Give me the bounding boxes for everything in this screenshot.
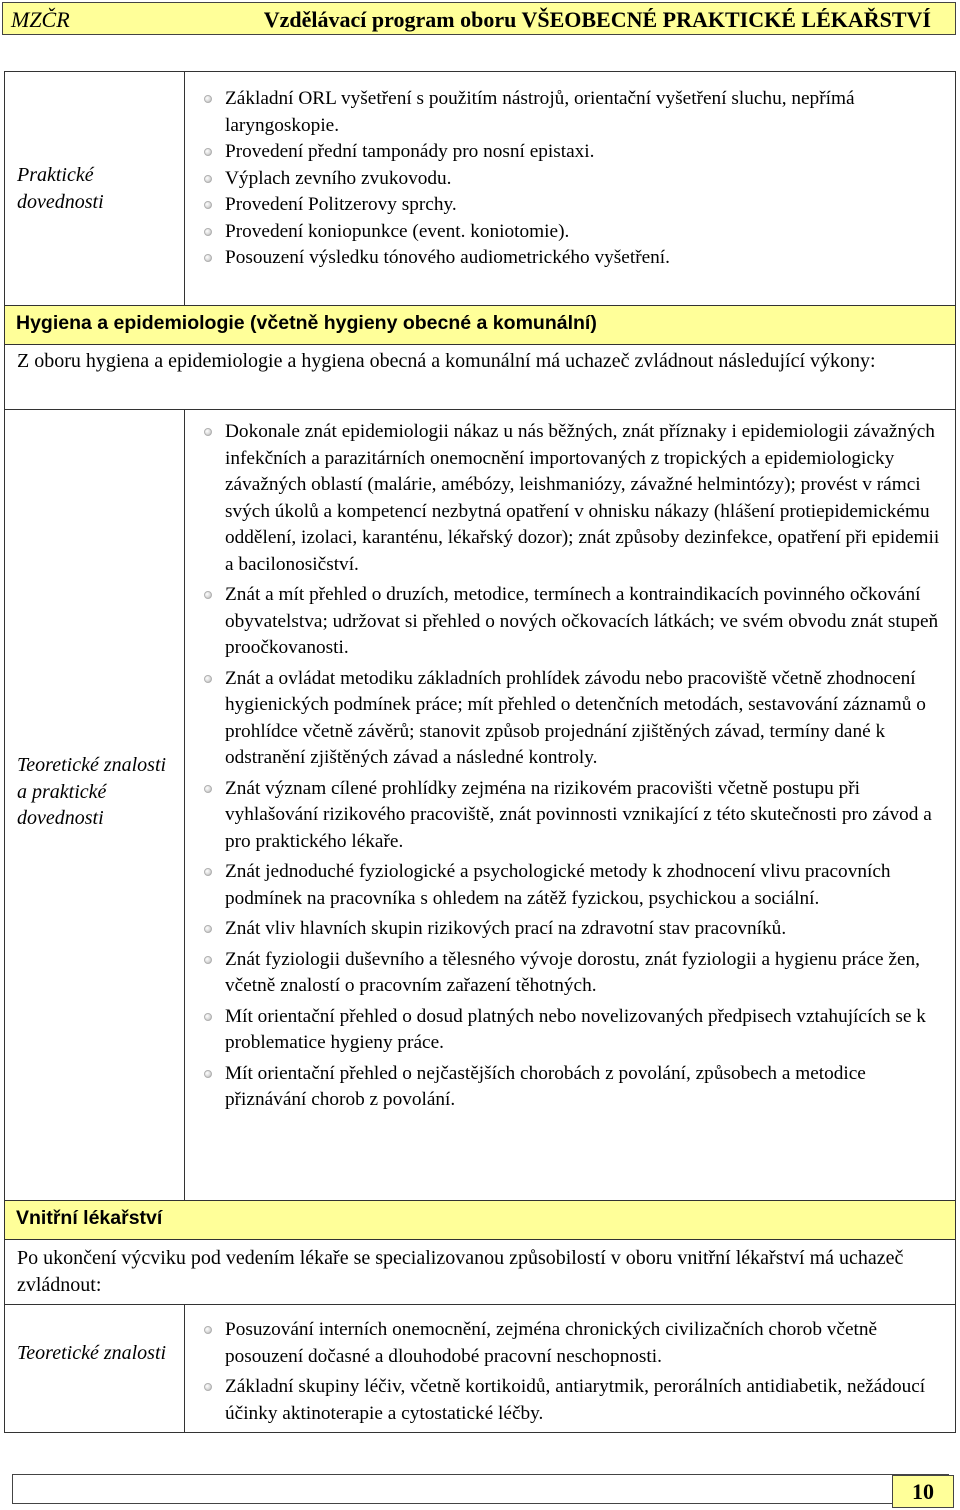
list-item: Provedení koniopunkce (event. koniotomie). [201, 219, 949, 246]
list-item: Znát a mít přehled o druzích, metodice, termínech a kontraindikacích povinného očkování obyvatelstva; udržovat si přehled o nových očkovacích látkách; ve svém obvodu znát stupeň proočkovanosti. [201, 582, 949, 662]
content-table [4, 71, 956, 1433]
header-title: Vzdělávací program oboru VŠEOBECNÉ PRAKTICKÉ LÉKAŘSTVÍ [263, 7, 931, 32]
orl-skills-list [201, 86, 949, 272]
list-item: Znát fyziologii duševního a tělesného vývoje dorostu, znát fyziologii a hygienu práce žen, včetně znalostí o pracovním zařazení těhotných. [201, 947, 949, 1000]
internal-list [201, 1317, 949, 1427]
list-item: Posuzování interních onemocnění, zejména chronických civilizačních chorob včetně posouzení dočasné a dlouhodobé pracovní neschopnosti. [201, 1317, 949, 1370]
column-divider [184, 409, 185, 1200]
row-divider [5, 344, 955, 345]
list-item: Výplach zevního zvukovodu. [201, 166, 949, 193]
internal-content [201, 1317, 949, 1427]
internal-intro: Po ukončení výcviku pod vedením lékaře se specializovanou způsobilostí v oboru vnitřní lékařství má uchazeč zvládnout: [17, 1247, 904, 1296]
column-divider [184, 72, 185, 305]
orl-skills-label: Praktické dovednosti [17, 164, 104, 213]
section-heading-hygiene: Hygiena a epidemiologie (včetně hygieny obecné a komunální) [5, 306, 955, 344]
hygiene-intro: Z oboru hygiena a epidemiologie a hygiena obecná a komunální má uchazeč zvládnout následující výkony: [17, 350, 876, 372]
list-item: Základní ORL vyšetření s použitím nástrojů, orientační vyšetření sluchu, nepřímá laryngoskopie. [201, 86, 949, 139]
row-divider [5, 409, 955, 410]
row-divider [5, 1239, 955, 1240]
list-item: Základní skupiny léčiv, včetně kortikoidů, antiarytmik, perorálních antidiabetik, nežádoucí účinky aktinoterapie a cytostatické léčby. [201, 1374, 949, 1427]
hygiene-label: Teoretické znalosti a praktické dovednosti [17, 754, 167, 829]
header-left-text: MZČR [11, 7, 70, 32]
page-number: 10 [892, 1475, 954, 1508]
orl-skills-content [201, 86, 949, 272]
list-item: Posouzení výsledku tónového audiometrického vyšetření. [201, 245, 949, 272]
section-heading-internal: Vnitřní lékařství [5, 1201, 955, 1239]
column-divider [184, 1304, 185, 1432]
list-item: Mít orientační přehled o dosud platných nebo novelizovaných předpisech vztahujících se k problematice hygieny práce. [201, 1004, 949, 1057]
list-item: Znát vliv hlavních skupin rizikových prací na zdravotní stav pracovníků. [201, 916, 949, 943]
page-footer [12, 1474, 949, 1504]
hygiene-list [201, 419, 949, 1114]
list-item: Mít orientační přehled o nejčastějších chorobách z povolání, způsobech a metodice přiznávání chorob z povolání. [201, 1061, 949, 1114]
list-item: Provedení přední tamponády pro nosní epistaxi. [201, 139, 949, 166]
list-item: Znát jednoduché fyziologické a psychologické metody k zhodnocení vlivu pracovních podmínek na pracovníka s ohledem na zátěž fyzickou, psychickou a sociální. [201, 859, 949, 912]
list-item: Znát význam cílené prohlídky zejména na rizikovém pracovišti včetně postupu při vyhlašování rizikového pracoviště, znát povinnosti vznikající z této skutečnosti pro závod a pro praktického lékaře. [201, 776, 949, 856]
internal-label: Teoretické znalosti [17, 1342, 167, 1364]
page-header [2, 2, 956, 35]
list-item: Dokonale znát epidemiologii nákaz u nás běžných, znát příznaky i epidemiologii závažných infekčních a parazitárních onemocnění importovaných z tropických a epidemiologicky závažných oblastí (malárie, amébózy, leishmaniózy, závažné helmintózy); provést v rámci svých úkolů a kompetencí nezbytná opatření v ohnisku nákazy (hlášení protiepidemickému oddělení, izolaci, karanténu, lékařský dozor); znát způsoby dezinfekce, opatření při epidemii a bacilonosičství. [201, 419, 949, 578]
hygiene-content [201, 419, 949, 1114]
row-divider [5, 1304, 955, 1305]
list-item: Provedení Politzerovy sprchy. [201, 192, 949, 219]
list-item: Znát a ovládat metodiku základních prohlídek závodu nebo pracoviště včetně zhodnocení hygienických podmínek práce; mít přehled o detenčních metodách, sestavování záznamů o prohlídce včetně závěrů; stanovit způsob projednání zjištěných závad, termíny dané k odstranění zjištěných závad a následné kontroly. [201, 666, 949, 772]
